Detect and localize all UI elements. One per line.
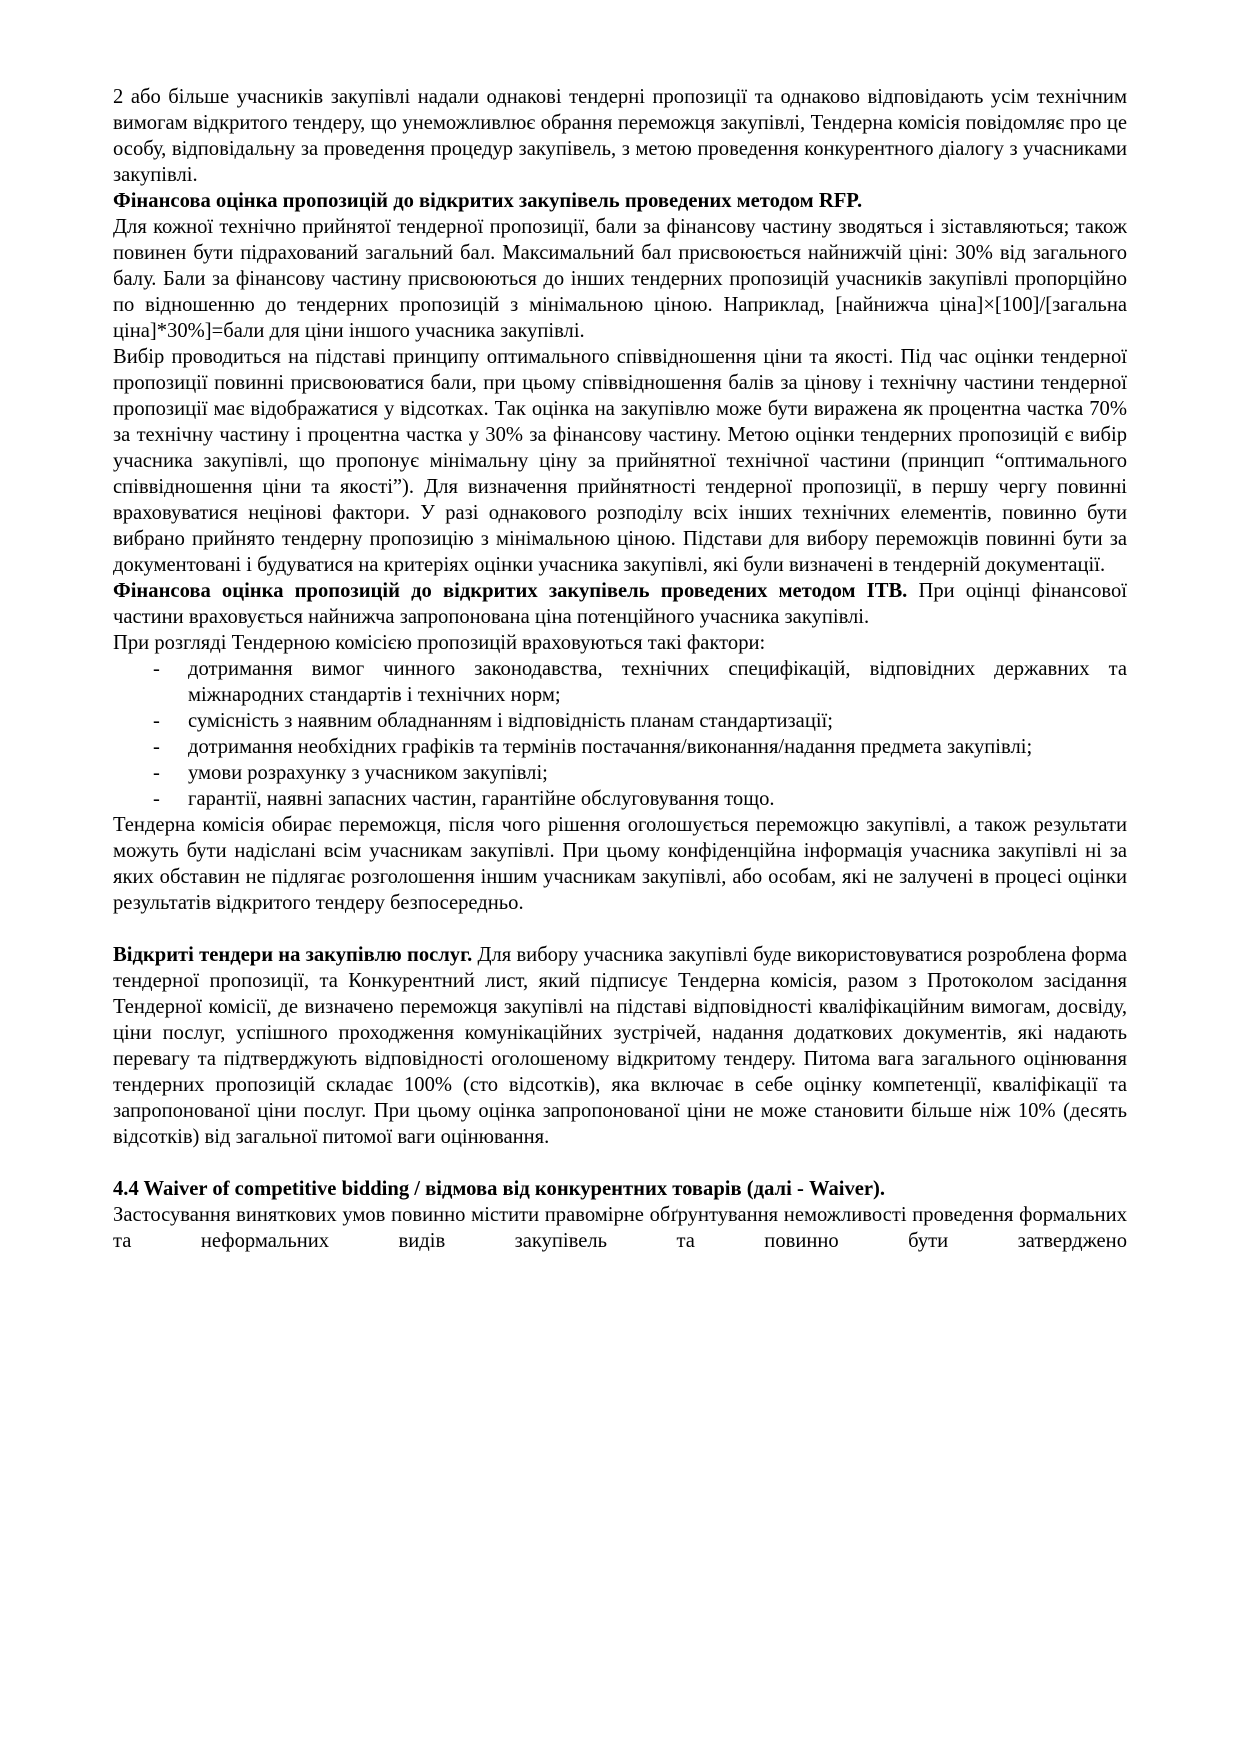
services-text: Для вибору учасника закупівлі буде використовуватися розроблена форма тендерної пропозиції, та Конкурентний лист, який підписує Тендерна комісія, разом з Протоколом засідання Тендерної комісії, де визначено переможця закупівлі на підставі відповідності кваліфікаційним вимогам, досвіду, ціни послуг, успішного проходження комунікаційних зустрічей, надання додаткових документів, які надають перевагу та підтверджують відповідності оголошеному відкритому тендеру. Питома вага загального оцінювання тендерних пропозицій складає 100% (сто відсотків), яка включає в себе оцінку компетенції, кваліфікації та запропонованої ціни послуг. При цьому оцінка запропонованої ціни не може становити більше ніж 10% (десять відсотків) від загальної питомої ваги оцінювання. (113, 944, 1127, 1148)
paragraph-best-value: Вибір проводиться на підставі принципу оптимального співвідношення ціни та якості. Під час оцінки тендерної пропозиції повинні присвоюватися бали, при цьому співвідношення балів за цінову і технічну частини тендерної пропозиції має відображатися у відсотках. Так оцінка на закупівлю може бути виражена як процентна частка 70% за технічну частину і процентна частка у 30% за фінансову частину. Метою оцінки тендерних пропозицій є вибір учасника закупівлі, що пропонує мінімальну ціну за прийнятної технічної частини (принцип “оптимального співвідношення ціни та якості”). Для визначення прийнятності тендерної пропозиції, в першу чергу повинні враховуватися нецінові фактори. У разі однакового розподілу всіх інших технічних елементів, повинно бути вибрано прийнято тендерну пропозицію з мінімальною ціною. Підстави для вибору переможців повинні бути за документовані і будуватися на критеріях оцінки учасника закупівлі, які були визначені в тендерній документації. (113, 346, 1127, 576)
heading-waiver: 4.4 Waiver of competitive bidding / відмова від конкурентних товарів (далі - Waiver). (113, 1178, 886, 1200)
paragraph-waiver: Застосування виняткових умов повинно містити правомірне обґрунтування неможливості проведення формальних та неформальних видів закупівель та повинно бути затверджено (113, 1204, 1127, 1252)
heading-rfp-evaluation: Фінансова оцінка пропозицій до відкритих закупівель проведених методом RFP. (113, 190, 863, 212)
bullet-dash-icon: - (153, 736, 160, 758)
itb-text: При оцінці фінансової частини враховується найнижча запропонована ціна потенційного учасника закупівлі. (113, 580, 1127, 628)
list-item: - дотримання вимог чинного законодавства, технічних специфікацій, відповідних державних та міжнародних стандартів і технічних норм; (153, 658, 1127, 706)
spacer (113, 1150, 1127, 1176)
list-item: - дотримання необхідних графіків та термінів постачання/виконання/надання предмета закупівлі; (153, 736, 1033, 758)
spacer (113, 916, 1127, 942)
list-item: - гарантії, наявні запасних частин, гарантійне обслуговування тощо. (153, 788, 775, 810)
paragraph-rfp-scoring: Для кожної технічно прийнятої тендерної пропозиції, бали за фінансову частину зводяться і зіставляються; також повинен бути підрахований загальний бал. Максимальний бал присвоюється найнижчій ціні: 30% від загального балу. Бали за фінансову частину присвоюються до інших тендерних пропозицій учасників закупівлі пропорційно по відношенню до тендерних пропозицій з мінімальною ціною. Наприклад, [найнижча ціна]×[100]/[загальна ціна]*30%]=бали для ціни іншого учасника закупівлі. (113, 216, 1127, 342)
heading-services-tenders: Відкриті тендери на закупівлю послуг. (113, 944, 473, 966)
bullet-dash-icon: - (153, 788, 160, 810)
paragraph-tie-bids: 2 або більше учасників закупівлі надали однакові тендерні пропозиції та однаково відповідають усім технічним вимогам відкритого тендеру, що унеможливлює обрання переможця закупівлі, Тендерна комісія повідомляє про це особу, відповідальну за проведення процедур закупівель, з метою проведення конкурентного діалогу з учасниками закупівлі. (113, 86, 1127, 186)
list-item: - умови розрахунку з учасником закупівлі; (153, 762, 548, 784)
bullet-dash-icon: - (153, 658, 160, 680)
bullet-dash-icon: - (153, 710, 160, 732)
factors-intro: При розгляді Тендерною комісією пропозицій враховуються такі фактори: (113, 632, 766, 654)
paragraph-winner-announcement: Тендерна комісія обирає переможця, після чого рішення оголошується переможцю закупівлі, а також результати можуть бути надіслані всім учасникам закупівлі. При цьому конфіденційна інформація учасника закупівлі ні за яких обставин не підлягає розголошення іншим учасникам закупівлі, або особам, які не залучені в процесі оцінки результатів відкритого тендеру безпосередньо. (113, 814, 1127, 914)
paragraph-itb-evaluation (113, 578, 1127, 630)
heading-itb-evaluation: Фінансова оцінка пропозицій до відкритих закупівель проведених методом ІТВ. (113, 580, 908, 602)
list-item: - сумісність з наявним обладнанням і відповідність планам стандартизації; (153, 710, 834, 732)
paragraph-services-tenders (113, 942, 1127, 1150)
bullet-dash-icon: - (153, 762, 160, 784)
factors-list (113, 656, 1127, 812)
document-page (113, 84, 1127, 1254)
